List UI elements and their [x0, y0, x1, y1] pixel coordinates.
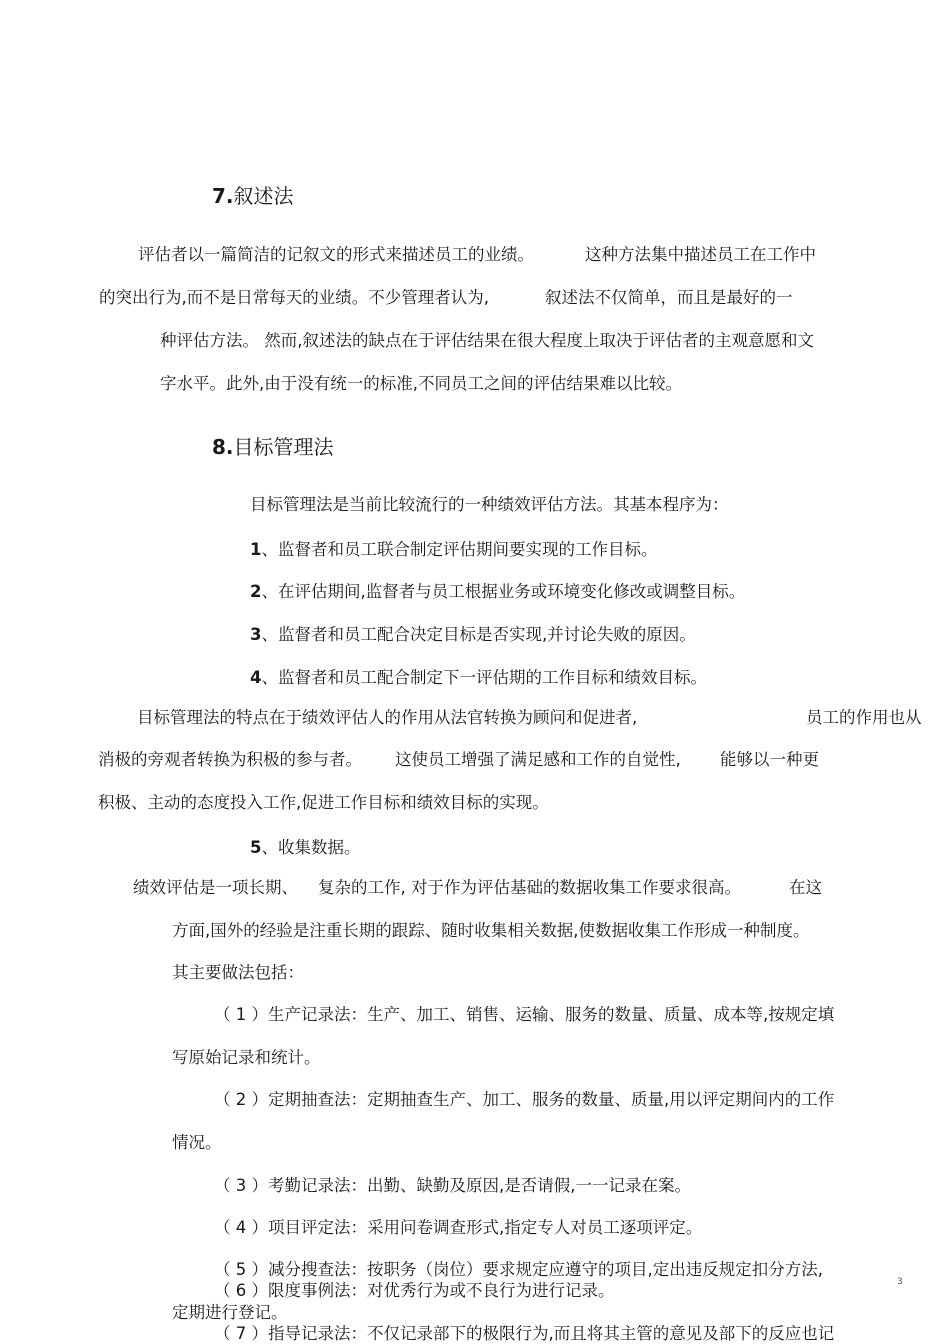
step-item: [250, 670, 707, 687]
step-text: 、监督者和员工配合决定目标是否实现,并讨论失败的原因。: [261, 625, 696, 644]
section-7-line: 的突出行为,而不是日常每天的业绩。不少管理者认为,: [99, 288, 489, 307]
method-line: （ 5 ）减分搜查法：按职务（岗位）要求规定应遵守的项目,定出违反规定扣分方法,: [214, 1260, 823, 1279]
section-7-line: 评估者以一篇简洁的记叙文的形式来描述员工的业绩。: [138, 245, 534, 264]
data-line: 绩效评估是一项长期、: [133, 878, 298, 897]
step-5-heading: [250, 840, 360, 857]
section-8-title: 目标管理法: [233, 435, 334, 459]
step-text: 、收集数据。: [261, 838, 361, 857]
step-item: [250, 542, 657, 559]
feature-line: 积极、主动的态度投入工作,促进工作目标和绩效目标的实现。: [98, 793, 549, 812]
data-line: 复杂的工作, 对于作为评估基础的数据收集工作要求很高。: [318, 878, 741, 897]
feature-line: 消极的旁观者转换为积极的参与者。: [98, 750, 362, 769]
method-line: （ 4 ）项目评定法：采用问卷调查形式,指定专人对员工逐项评定。: [214, 1218, 703, 1237]
section-7-line: 叙述法不仅简单，而且是最好的一: [545, 288, 793, 307]
section-7-heading: [212, 186, 294, 206]
section-7-line: 这种方法集中描述员工在工作中: [585, 245, 816, 264]
method-line: （ 3 ）考勤记录法：出勤、缺勤及原因,是否请假,一一记录在案。: [214, 1176, 691, 1195]
method-line: 定期进行登记。: [172, 1303, 288, 1322]
section-7-title: 叙述法: [233, 184, 294, 208]
step-text: 、监督者和员工配合制定下一评估期的工作目标和绩效目标。: [261, 668, 707, 687]
feature-line: 这使员工增强了满足感和工作的自觉性,: [395, 750, 681, 769]
method-line: 写原始记录和统计。: [172, 1048, 321, 1067]
step-item: [250, 627, 696, 644]
method-line: （ 2 ）定期抽查法：定期抽查生产、加工、服务的数量、质量,用以评定期间内的工作: [214, 1090, 835, 1109]
data-line: 方面,国外的经验是注重长期的跟踪、随时收集相关数据,使数据收集工作形成一种制度。: [172, 921, 810, 940]
method-line: （ 6 ）限度事例法：对优秀行为或不良行为进行记录。: [214, 1281, 615, 1300]
data-line: 在这: [789, 878, 822, 897]
section-8-intro: 目标管理法是当前比较流行的一种绩效评估方法。其基本程序为：: [250, 495, 729, 514]
section-7-line: 种评估方法。 然而,叙述法的缺点在于评估结果在很大程度上取决于评估者的主观意愿和文: [160, 331, 814, 350]
step-number: 4: [250, 668, 262, 687]
step-number: 5: [250, 838, 262, 857]
feature-line: 能够以一种更: [720, 750, 819, 769]
section-7-line: 字水平。此外,由于没有统一的标准,不同员工之间的评估结果难以比较。: [160, 374, 682, 393]
feature-line: 目标管理法的特点在于绩效评估人的作用从法官转换为顾问和促进者,: [137, 708, 638, 727]
step-number: 2: [250, 582, 262, 601]
method-line: （ 1 ）生产记录法：生产、加工、销售、运输、服务的数量、质量、成本等,按规定填: [214, 1005, 835, 1024]
section-8-heading: [212, 437, 334, 457]
data-line: 其主要做法包括：: [172, 963, 304, 982]
step-number: 3: [250, 625, 262, 644]
page-number: 3: [897, 1277, 903, 1287]
step-item: [250, 584, 745, 601]
section-7-number: 7.: [212, 184, 234, 208]
feature-line: 员工的作用也从: [806, 708, 922, 727]
section-8-number: 8.: [212, 435, 234, 459]
step-text: 、监督者和员工联合制定评估期间要实现的工作目标。: [261, 540, 658, 559]
method-line: 情况。: [172, 1133, 222, 1152]
step-text: 、在评估期间,监督者与员工根据业务或环境变化修改或调整目标。: [261, 582, 746, 601]
step-number: 1: [250, 540, 262, 559]
method-line: （ 7 ）指导记录法：不仅记录部下的极限行为,而且将其主管的意见及部下的反应也记: [214, 1324, 835, 1343]
